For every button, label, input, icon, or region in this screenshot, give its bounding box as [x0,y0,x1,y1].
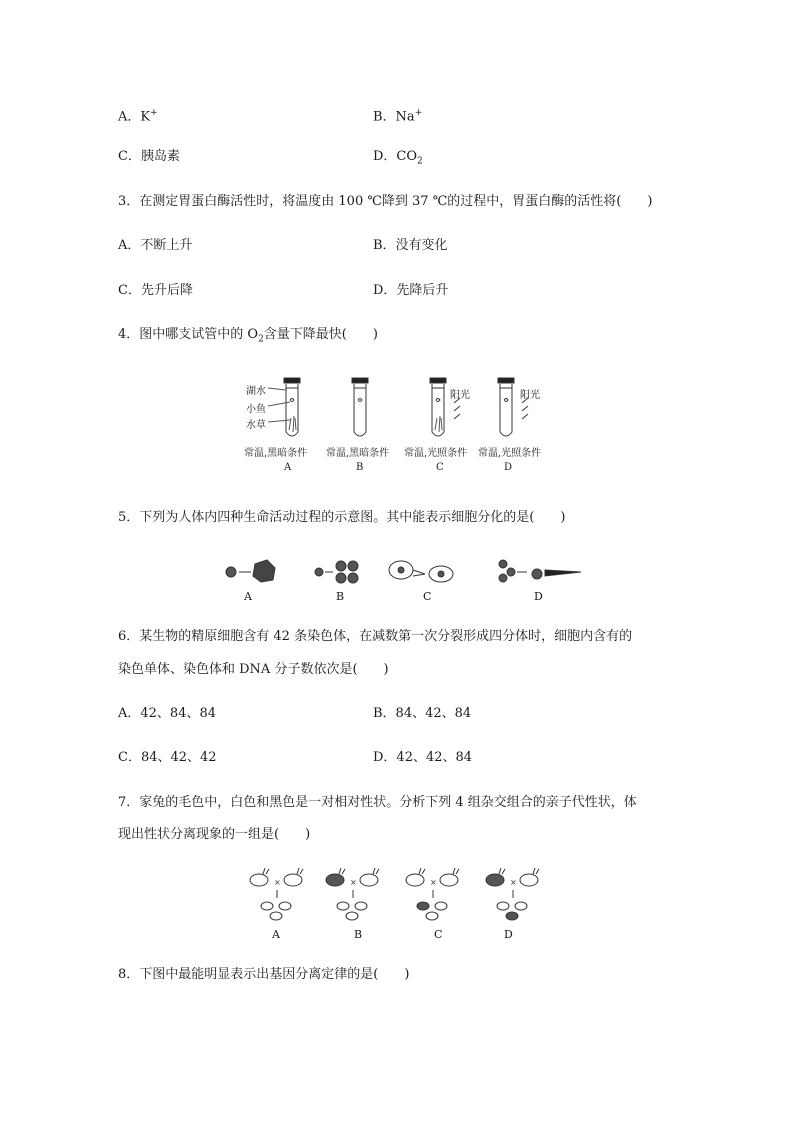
q6-option-a: A．42、84、84 [118,706,217,721]
q5-letter-d: D [534,590,543,603]
q3-option-a: A．不断上升 [118,238,193,253]
tube-letter-a: A [284,462,292,473]
q6-option-b: B．84、42、84 [373,706,472,721]
label-sunlight-d: 阳光 [520,390,540,401]
svg-text:×: × [350,878,357,887]
q7-letter-d: D [504,928,513,941]
q5-letter-b: B [336,590,345,603]
label-water-plant: 水草 [246,420,266,431]
q2-option-a: A．K+ [118,108,158,125]
q3-option-c: C．先升后降 [118,283,193,298]
q7-stem-line1: 7．家兔的毛色中，白色和黑色是一对相对性状。分析下列 4 组杂交组合的亲子代性状，体 [118,795,637,810]
q6-option-c: C．84、42、42 [118,750,217,765]
q2-option-c: C．胰岛素 [118,149,180,164]
q8-stem: 8．下图中最能明显表示出基因分离定律的是( ) [118,967,410,982]
cond-c: 常温,光照条件 [404,448,468,459]
rabbit-cross-svg [243,868,555,924]
svg-text:×: × [430,878,437,887]
cond-d: 常温,光照条件 [478,448,542,459]
q5-stem: 5．下列为人体内四种生命活动过程的示意图。其中能表示细胞分化的是( ) [118,510,566,525]
q7-letter-b: B [354,928,363,941]
q2-option-d: D．$CO_2$ [373,149,423,167]
svg-text:×: × [274,878,281,887]
tube-letter-c: C [436,462,444,473]
cond-b: 常温,黑暗条件 [326,448,390,459]
q3-option-d: D．先降后升 [373,283,449,298]
q5-letter-a: A [244,590,252,603]
cell-process-figure [215,552,585,606]
q5-letter-c: C [423,590,432,603]
test-tube-figure [240,372,560,478]
tube-letter-b: B [356,462,364,473]
cond-a: 常温,黑暗条件 [244,448,308,459]
q6-option-d: D．42、42、84 [373,750,473,765]
q3-option-b: B．没有变化 [373,238,448,253]
label-sunlight-c: 阳光 [450,390,470,401]
q7-letter-c: C [434,928,443,941]
label-small-fish: 小鱼 [246,404,266,415]
rabbit-cross-figure [243,868,555,944]
q6-stem-line1: 6．某生物的精原细胞含有 42 条染色体，在减数第一次分裂形成四分体时，细胞内含有的 [118,629,633,644]
q3-stem: 3．在测定胃蛋白酶活性时，将温度由 100 ℃降到 37 ℃的过程中，胃蛋白酶的活性将( ) [118,194,653,209]
cell-process-svg [215,552,585,592]
tube-letter-d: D [504,462,513,473]
q7-letter-a: A [272,928,280,941]
svg-text:×: × [510,878,517,887]
label-lake-water: 湖水 [246,386,266,397]
q7-stem-line2: 现出性状分离现象的一组是( ) [118,827,311,842]
q6-stem-line2: 染色单体、染色体和 DNA 分子数依次是( ) [118,662,389,677]
q2-option-b: B．Na+ [373,108,423,125]
q4-stem: 4．图中哪支试管中的 $O_2$含量下降最快( ) [118,327,378,345]
